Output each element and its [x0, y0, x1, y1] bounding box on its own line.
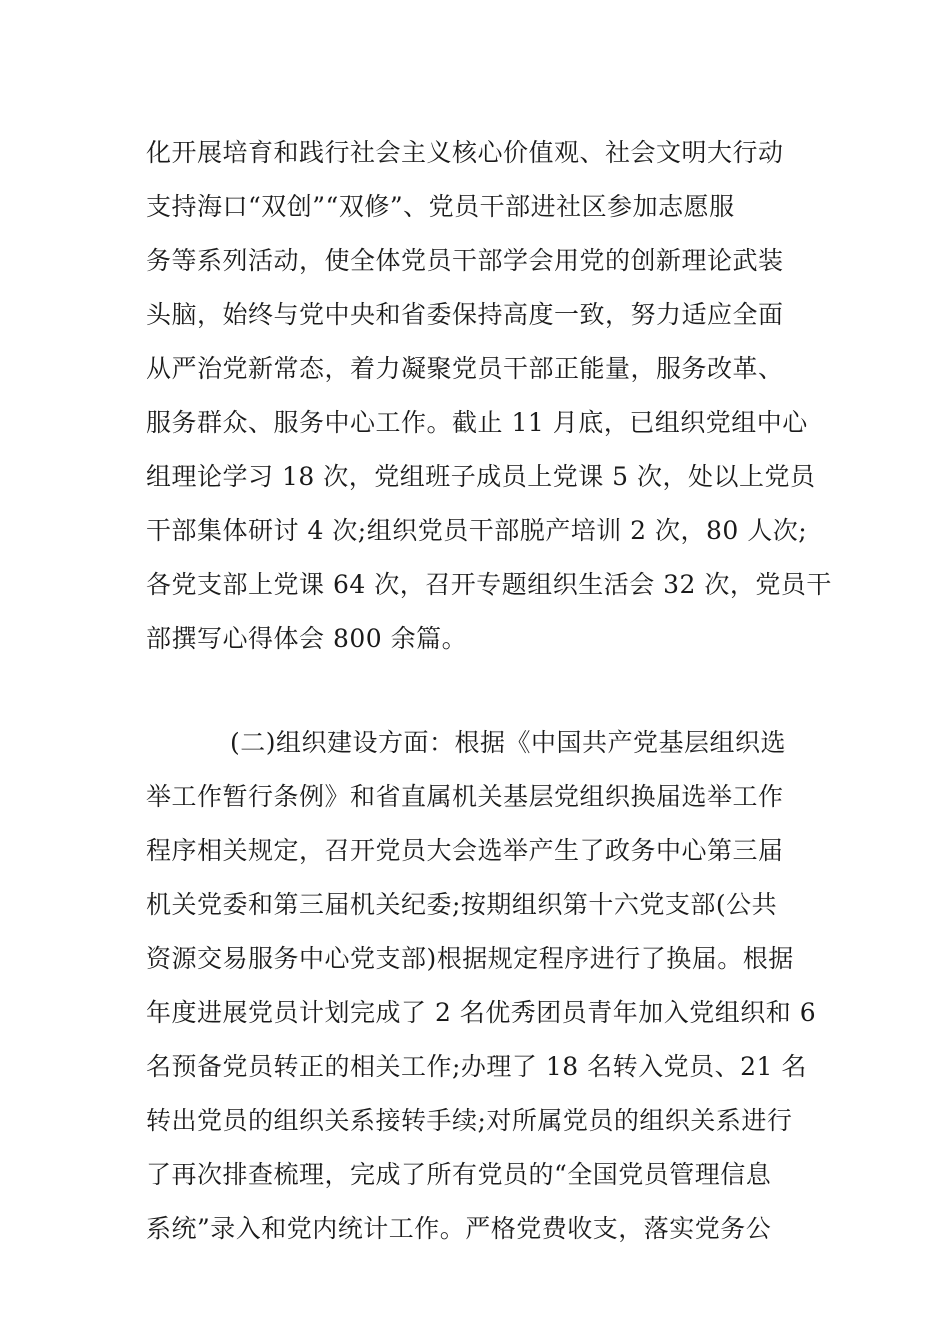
- text-line: 举工作暂行条例》和省直属机关基层党组织换届选举工作: [146, 782, 784, 811]
- text-line: 化开展培育和践行社会主义核心价值观、社会文明大行动: [146, 138, 784, 167]
- text-line: 系统”录入和党内统计工作。严格党费收支，落实党务公: [146, 1214, 772, 1243]
- text-line: 部撰写心得体会 800 余篇。: [146, 624, 468, 653]
- paragraph-organization-building: [146, 716, 826, 1256]
- text-line: 年度进展党员计划完成了 2 名优秀团员青年加入党组织和 6: [146, 998, 817, 1027]
- paragraph-ideology-building: [146, 126, 832, 666]
- text-line: 从严治党新常态，着力凝聚党员干部正能量，服务改革、: [146, 354, 784, 383]
- text-line: 名预备党员转正的相关工作;办理了 18 名转入党员、21 名: [146, 1052, 807, 1081]
- text-line: 资源交易服务中心党支部)根据规定程序进行了换届。根据: [146, 944, 794, 973]
- text-line: 干部集体研讨 4 次;组织党员干部脱产培训 2 次，80 人次;: [146, 516, 808, 545]
- text-line: 转出党员的组织关系接转手续;对所属党员的组织关系进行: [146, 1106, 793, 1135]
- text-line: 务等系列活动，使全体党员干部学会用党的创新理论武装: [146, 246, 784, 275]
- text-line: 了再次排查梳理，完成了所有党员的“全国党员管理信息: [146, 1160, 772, 1189]
- section-heading-line: (二)组织建设方面：根据《中国共产党基层组织选: [230, 728, 787, 757]
- text-line: 程序相关规定，召开党员大会选举产生了政务中心第三届: [146, 836, 784, 865]
- text-line: 组理论学习 18 次，党组班子成员上党课 5 次，处以上党员: [146, 462, 816, 491]
- text-line: 机关党委和第三届机关纪委;按期组织第十六党支部(公共: [146, 890, 778, 919]
- text-line: 支持海口“双创”“双修”、党员干部进社区参加志愿服: [146, 192, 735, 221]
- text-line: 服务群众、服务中心工作。截止 11 月底，已组织党组中心: [146, 408, 808, 437]
- text-line: 头脑，始终与党中央和省委保持高度一致，努力适应全面: [146, 300, 784, 329]
- text-line: 各党支部上党课 64 次，召开专题组织生活会 32 次，党员干: [146, 570, 832, 599]
